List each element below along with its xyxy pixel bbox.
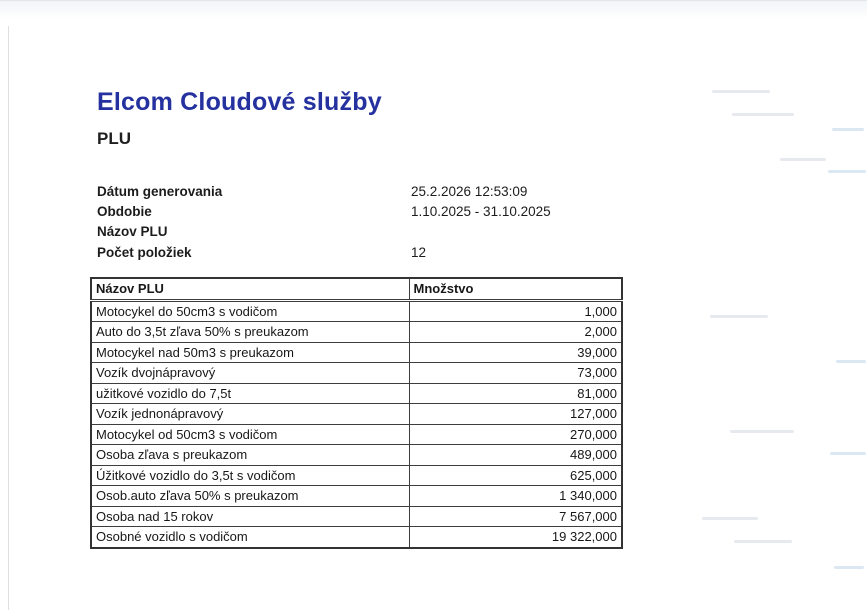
scan-artifact (780, 158, 826, 161)
column-header-qty: Množstvo (409, 278, 622, 300)
plu-qty-cell: 7 567,000 (409, 506, 622, 527)
scan-artifact (712, 90, 770, 93)
table-row (91, 322, 622, 343)
plu-qty-cell: 39,000 (409, 342, 622, 363)
scan-artifact (710, 315, 768, 318)
metadata-value: 25.2.2026 12:53:09 (411, 183, 528, 199)
metadata-row (97, 201, 577, 221)
plu-qty-cell: 625,000 (409, 465, 622, 486)
table-row (91, 506, 622, 527)
plu-table-body (91, 300, 622, 548)
metadata-row (97, 222, 577, 242)
plu-name-cell: Úžitkové vozidlo do 3,5t s vodičom (91, 465, 409, 486)
table-row (91, 445, 622, 466)
metadata-value: 1.10.2025 - 31.10.2025 (411, 204, 551, 220)
scan-artifact (832, 128, 864, 131)
table-row (91, 342, 622, 363)
scan-artifact (830, 452, 866, 455)
scan-artifact (702, 517, 758, 520)
plu-qty-cell: 127,000 (409, 404, 622, 425)
plu-qty-cell: 2,000 (409, 322, 622, 343)
metadata-label: Dátum generovania (97, 183, 223, 199)
plu-name-cell: Vozík dvojnápravový (91, 363, 409, 384)
page-title: Elcom Cloudové služby (97, 88, 382, 116)
plu-name-cell: Vozík jednonápravový (91, 404, 409, 425)
column-header-name: Názov PLU (91, 278, 409, 300)
plu-name-cell: užitkové vozidlo do 7,5t (91, 383, 409, 404)
scan-artifact (734, 540, 792, 543)
plu-name-cell: Osoba nad 15 rokov (91, 506, 409, 527)
scan-left-edge-line (8, 26, 9, 610)
plu-name-cell: Auto do 3,5t zľava 50% s preukazom (91, 322, 409, 343)
plu-name-cell: Motocykel nad 50m3 s preukazom (91, 342, 409, 363)
scan-artifact (730, 430, 794, 433)
plu-qty-cell: 270,000 (409, 424, 622, 445)
metadata-row (97, 181, 577, 201)
plu-qty-cell: 1 340,000 (409, 486, 622, 507)
plu-qty-cell: 489,000 (409, 445, 622, 466)
table-row (91, 486, 622, 507)
plu-qty-cell: 81,000 (409, 383, 622, 404)
table-row (91, 383, 622, 404)
plu-qty-cell: 19 322,000 (409, 527, 622, 548)
table-row (91, 363, 622, 384)
plu-qty-cell: 73,000 (409, 363, 622, 384)
metadata-label: Obdobie (97, 204, 152, 220)
scan-artifact (828, 170, 866, 173)
table-row (91, 465, 622, 486)
plu-name-cell: Osoba zľava s preukazom (91, 445, 409, 466)
table-header-row (91, 278, 622, 300)
plu-name-cell: Osob.auto zľava 50% s preukazom (91, 486, 409, 507)
metadata-value: 12 (411, 244, 427, 260)
table-row (91, 300, 622, 322)
plu-table (90, 277, 623, 549)
plu-name-cell: Osobné vozidlo s vodičom (91, 527, 409, 548)
metadata-label: Počet položiek (97, 244, 192, 260)
page-subtitle: PLU (97, 129, 131, 148)
metadata-label: Názov PLU (97, 224, 168, 240)
table-row (91, 527, 622, 548)
plu-name-cell: Motocykel od 50cm3 s vodičom (91, 424, 409, 445)
table-row (91, 404, 622, 425)
scan-artifact (836, 360, 866, 363)
scan-artifact (834, 566, 864, 569)
scan-top-edge (0, 0, 867, 19)
plu-name-cell: Motocykel do 50cm3 s vodičom (91, 300, 409, 322)
metadata-row (97, 242, 577, 262)
plu-qty-cell: 1,000 (409, 300, 622, 322)
table-row (91, 424, 622, 445)
scan-artifact (732, 113, 794, 116)
metadata-list (97, 181, 577, 263)
